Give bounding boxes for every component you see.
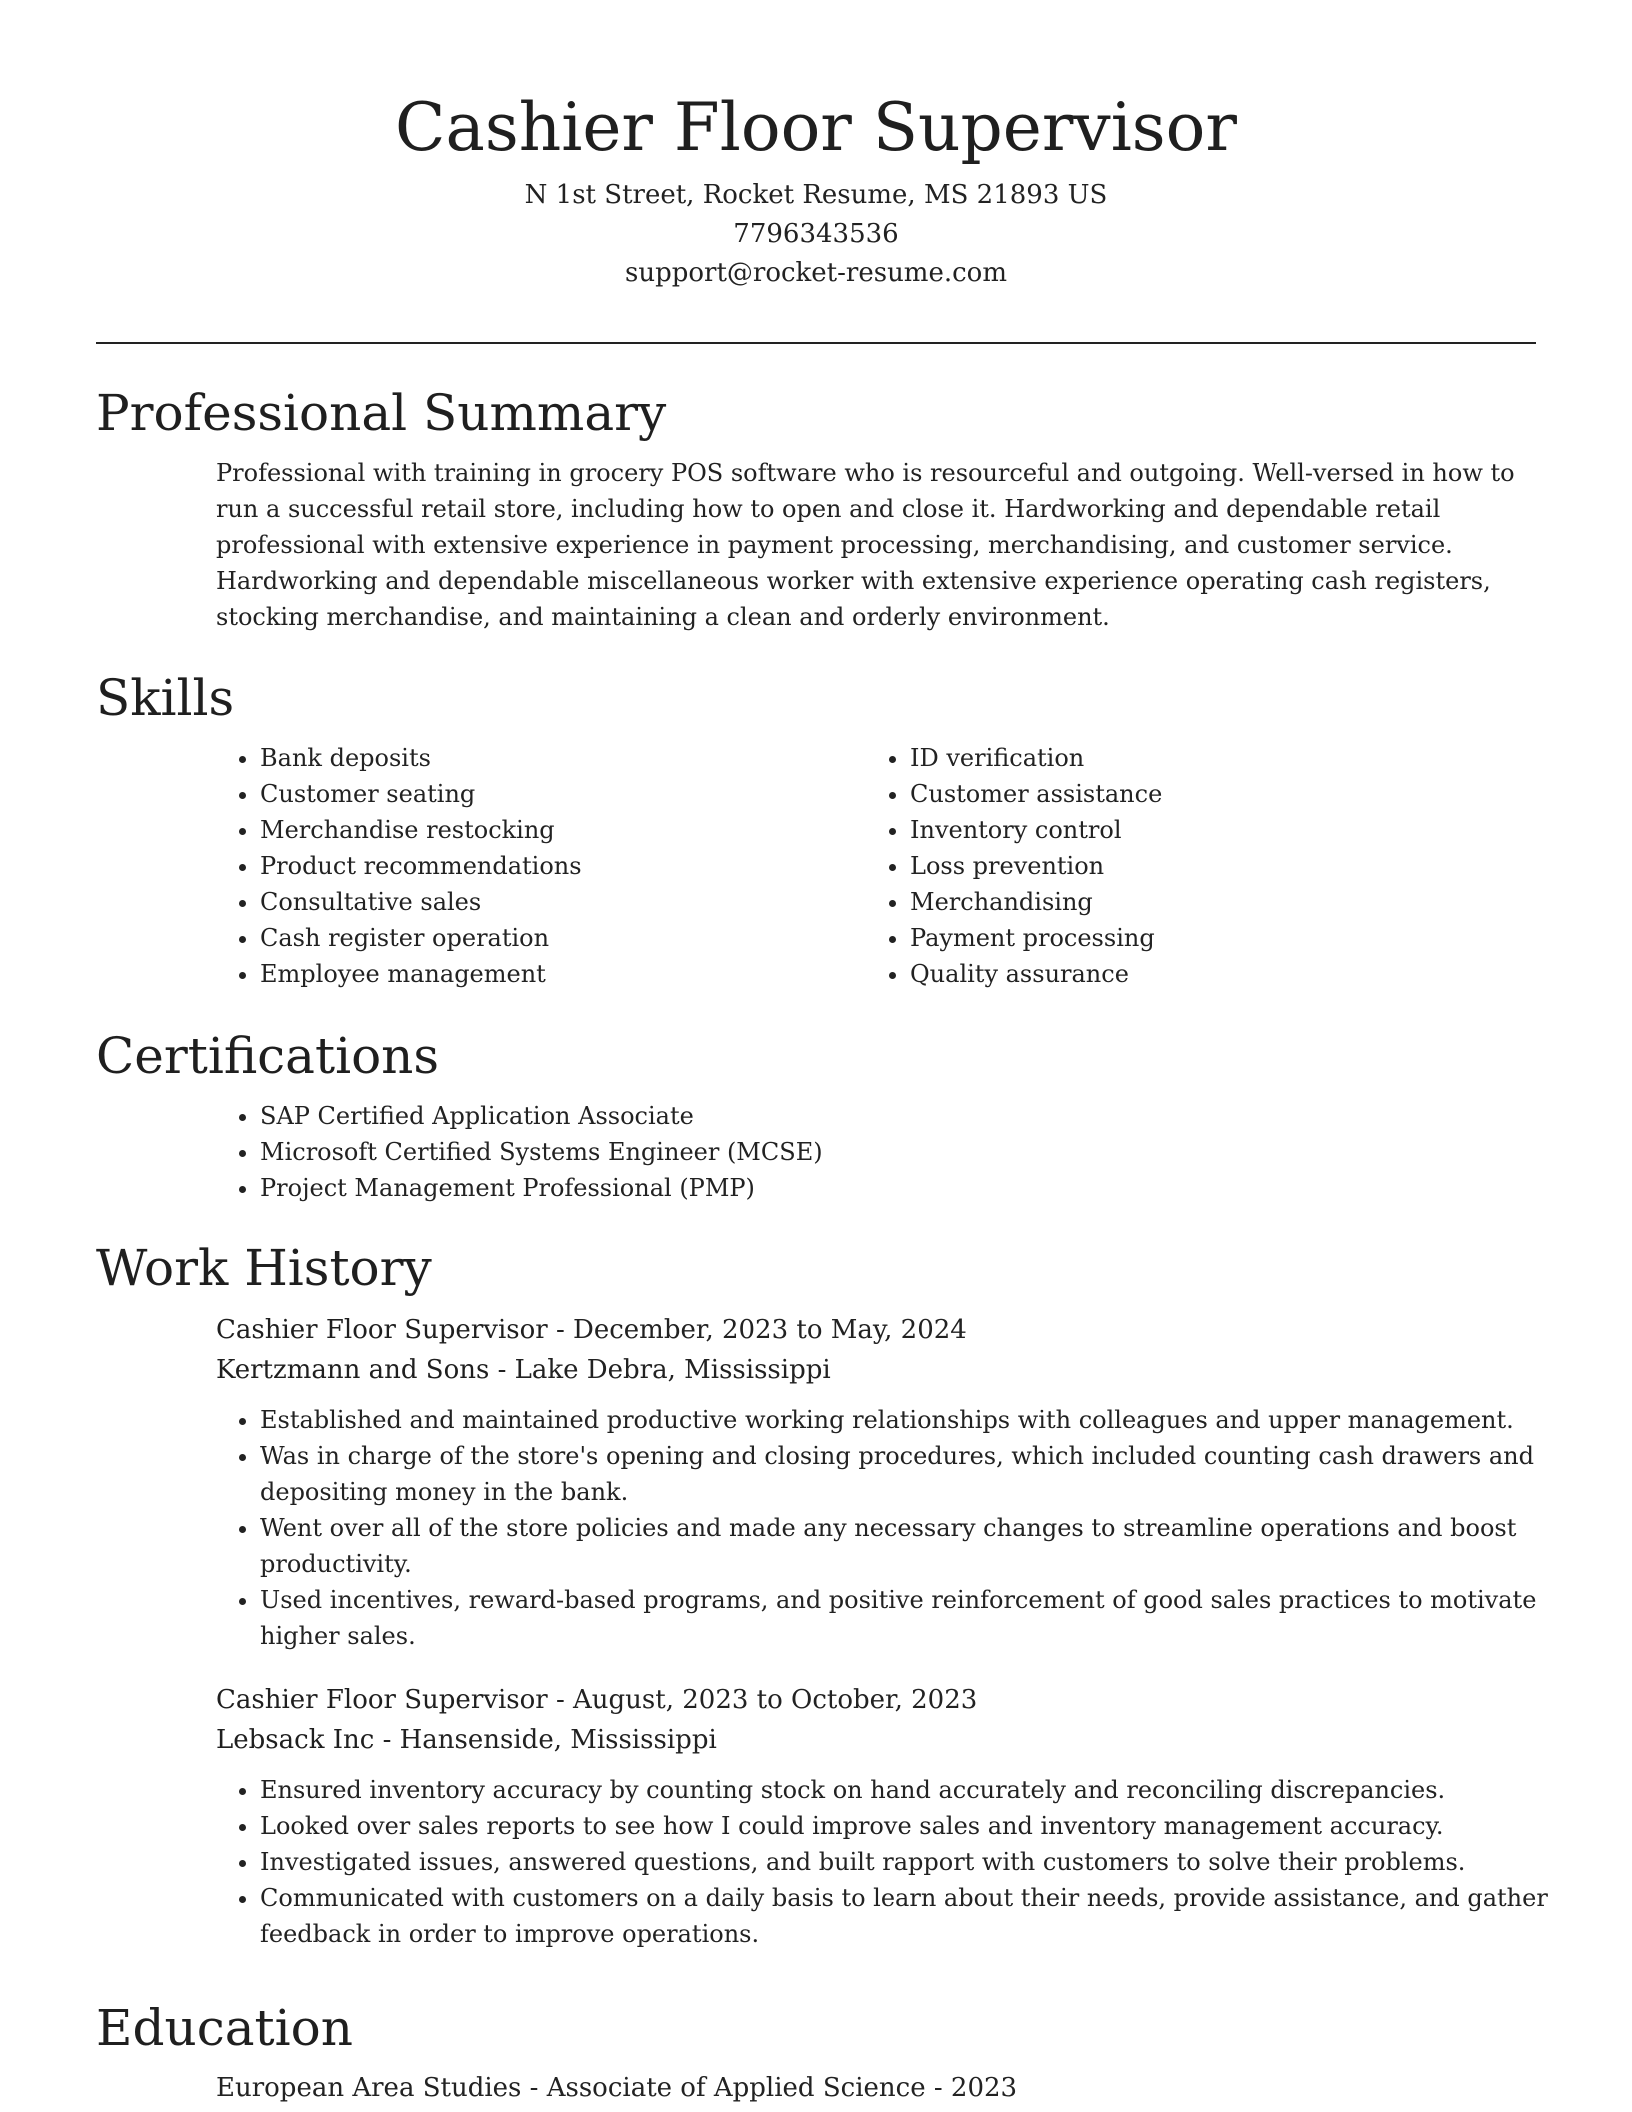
job-company-line — [216, 1350, 1536, 1390]
skill-item: • Inventory control — [910, 812, 1396, 848]
certification-item: • Project Management Professional (PMP) — [260, 1170, 1536, 1206]
contact-block — [96, 176, 1536, 293]
education-section — [96, 1998, 1536, 2108]
certification-item: • SAP Certified Application Associate — [260, 1098, 1536, 1134]
education-entry — [216, 2068, 1536, 2108]
skill-item: • Product recommendations — [260, 848, 746, 884]
contact-email: support@rocket-resume.com — [624, 258, 1007, 288]
summary-heading: Professional Summary — [96, 384, 667, 442]
skill-item: • Quality assurance — [910, 956, 1396, 992]
job-bullets — [216, 1402, 1550, 1654]
skill-item: • Merchandising — [910, 884, 1396, 920]
job-title-line — [216, 1310, 1536, 1350]
skill-item: • Employee management — [260, 956, 746, 992]
certifications-list — [96, 1098, 1536, 1206]
job-bullet: • Communicated with customers on a daily basis to learn about their needs, provide assistance, and gather feedback in order to improve operations. — [260, 1880, 1550, 1952]
skill-item: • Merchandise restocking — [260, 812, 746, 848]
work-history-section — [96, 1238, 1548, 1952]
job-bullets — [216, 1772, 1550, 1952]
candidate-name: Cashier Floor Supervisor — [395, 89, 1237, 166]
skills-list-right — [746, 740, 1396, 992]
job-company-line — [216, 1720, 1536, 1760]
summary-text: Professional with training in grocery POS software who is resourceful and outgoing. Well-versed in how to run a successful retail store, including how to open and close it. Hardworking and dependable retail professional with extensive experience in payment processing, merchandising, and customer service. Hardworking and dependable miscellaneous worker with extensive experience operating cash registers, stocking merchandise, and maintaining a clean and orderly environment. — [216, 459, 1515, 631]
job-bullet: • Ensured inventory accuracy by counting stock on hand accurately and reconciling discrepancies. — [260, 1772, 1550, 1808]
job-bullet: • Established and maintained productive working relationships with colleagues and upper management. — [260, 1402, 1550, 1438]
skills-heading: Skills — [96, 669, 235, 727]
header-divider — [96, 342, 1536, 344]
certification-item: • Microsoft Certified Systems Engineer (MCSE) — [260, 1134, 1536, 1170]
certifications-section — [96, 1026, 1536, 1206]
skill-item: • Loss prevention — [910, 848, 1396, 884]
certifications-heading: Certifications — [96, 1027, 440, 1085]
skill-item: • Consultative sales — [260, 884, 746, 920]
work-history-heading: Work History — [96, 1239, 432, 1297]
skill-item: • Customer assistance — [910, 776, 1396, 812]
skill-item: • Cash register operation — [260, 920, 746, 956]
education-line: European Area Studies - Associate of Applied Science - 2023 — [216, 2073, 1018, 2103]
job-dates: - December, 2023 to May, 2024 — [547, 1315, 967, 1345]
job-company: Lebsack Inc — [216, 1725, 375, 1755]
skill-item: • Payment processing — [910, 920, 1396, 956]
job-location: - Lake Debra, Mississippi — [489, 1355, 831, 1385]
job-bullet: • Investigated issues, answered questions, and built rapport with customers to solve their problems. — [260, 1844, 1550, 1880]
job-bullet: • Was in charge of the store's opening and closing procedures, which included counting cash drawers and depositing money in the bank. — [260, 1438, 1550, 1510]
skills-columns — [96, 740, 1536, 992]
job-dates: - August, 2023 to October, 2023 — [547, 1685, 978, 1715]
job-entry — [216, 1310, 1536, 1654]
skill-item: • ID verification — [910, 740, 1396, 776]
job-company: Kertzmann and Sons — [216, 1355, 490, 1385]
skills-section — [96, 668, 1536, 992]
contact-phone: 7796343536 — [733, 219, 899, 249]
job-bullet: • Went over all of the store policies and made any necessary changes to streamline operations and boost productivity. — [260, 1510, 1550, 1582]
contact-address: N 1st Street, Rocket Resume, MS 21893 US — [524, 180, 1108, 210]
education-heading: Education — [96, 1999, 353, 2057]
job-bullet: • Looked over sales reports to see how I could improve sales and inventory management accuracy. — [260, 1808, 1550, 1844]
job-bullet: • Used incentives, reward-based programs, and positive reinforcement of good sales practices to motivate higher sales. — [260, 1582, 1550, 1654]
resume-header — [96, 88, 1536, 293]
job-location: - Hansenside, Mississippi — [374, 1725, 717, 1755]
job-entry — [216, 1680, 1548, 1952]
skill-item: • Customer seating — [260, 776, 746, 812]
job-title-line — [216, 1680, 1536, 1720]
job-role: Cashier Floor Supervisor — [216, 1315, 548, 1345]
job-role: Cashier Floor Supervisor — [216, 1685, 548, 1715]
summary-section — [96, 383, 1536, 635]
skill-item: • Bank deposits — [260, 740, 746, 776]
skills-list-left — [96, 740, 746, 992]
